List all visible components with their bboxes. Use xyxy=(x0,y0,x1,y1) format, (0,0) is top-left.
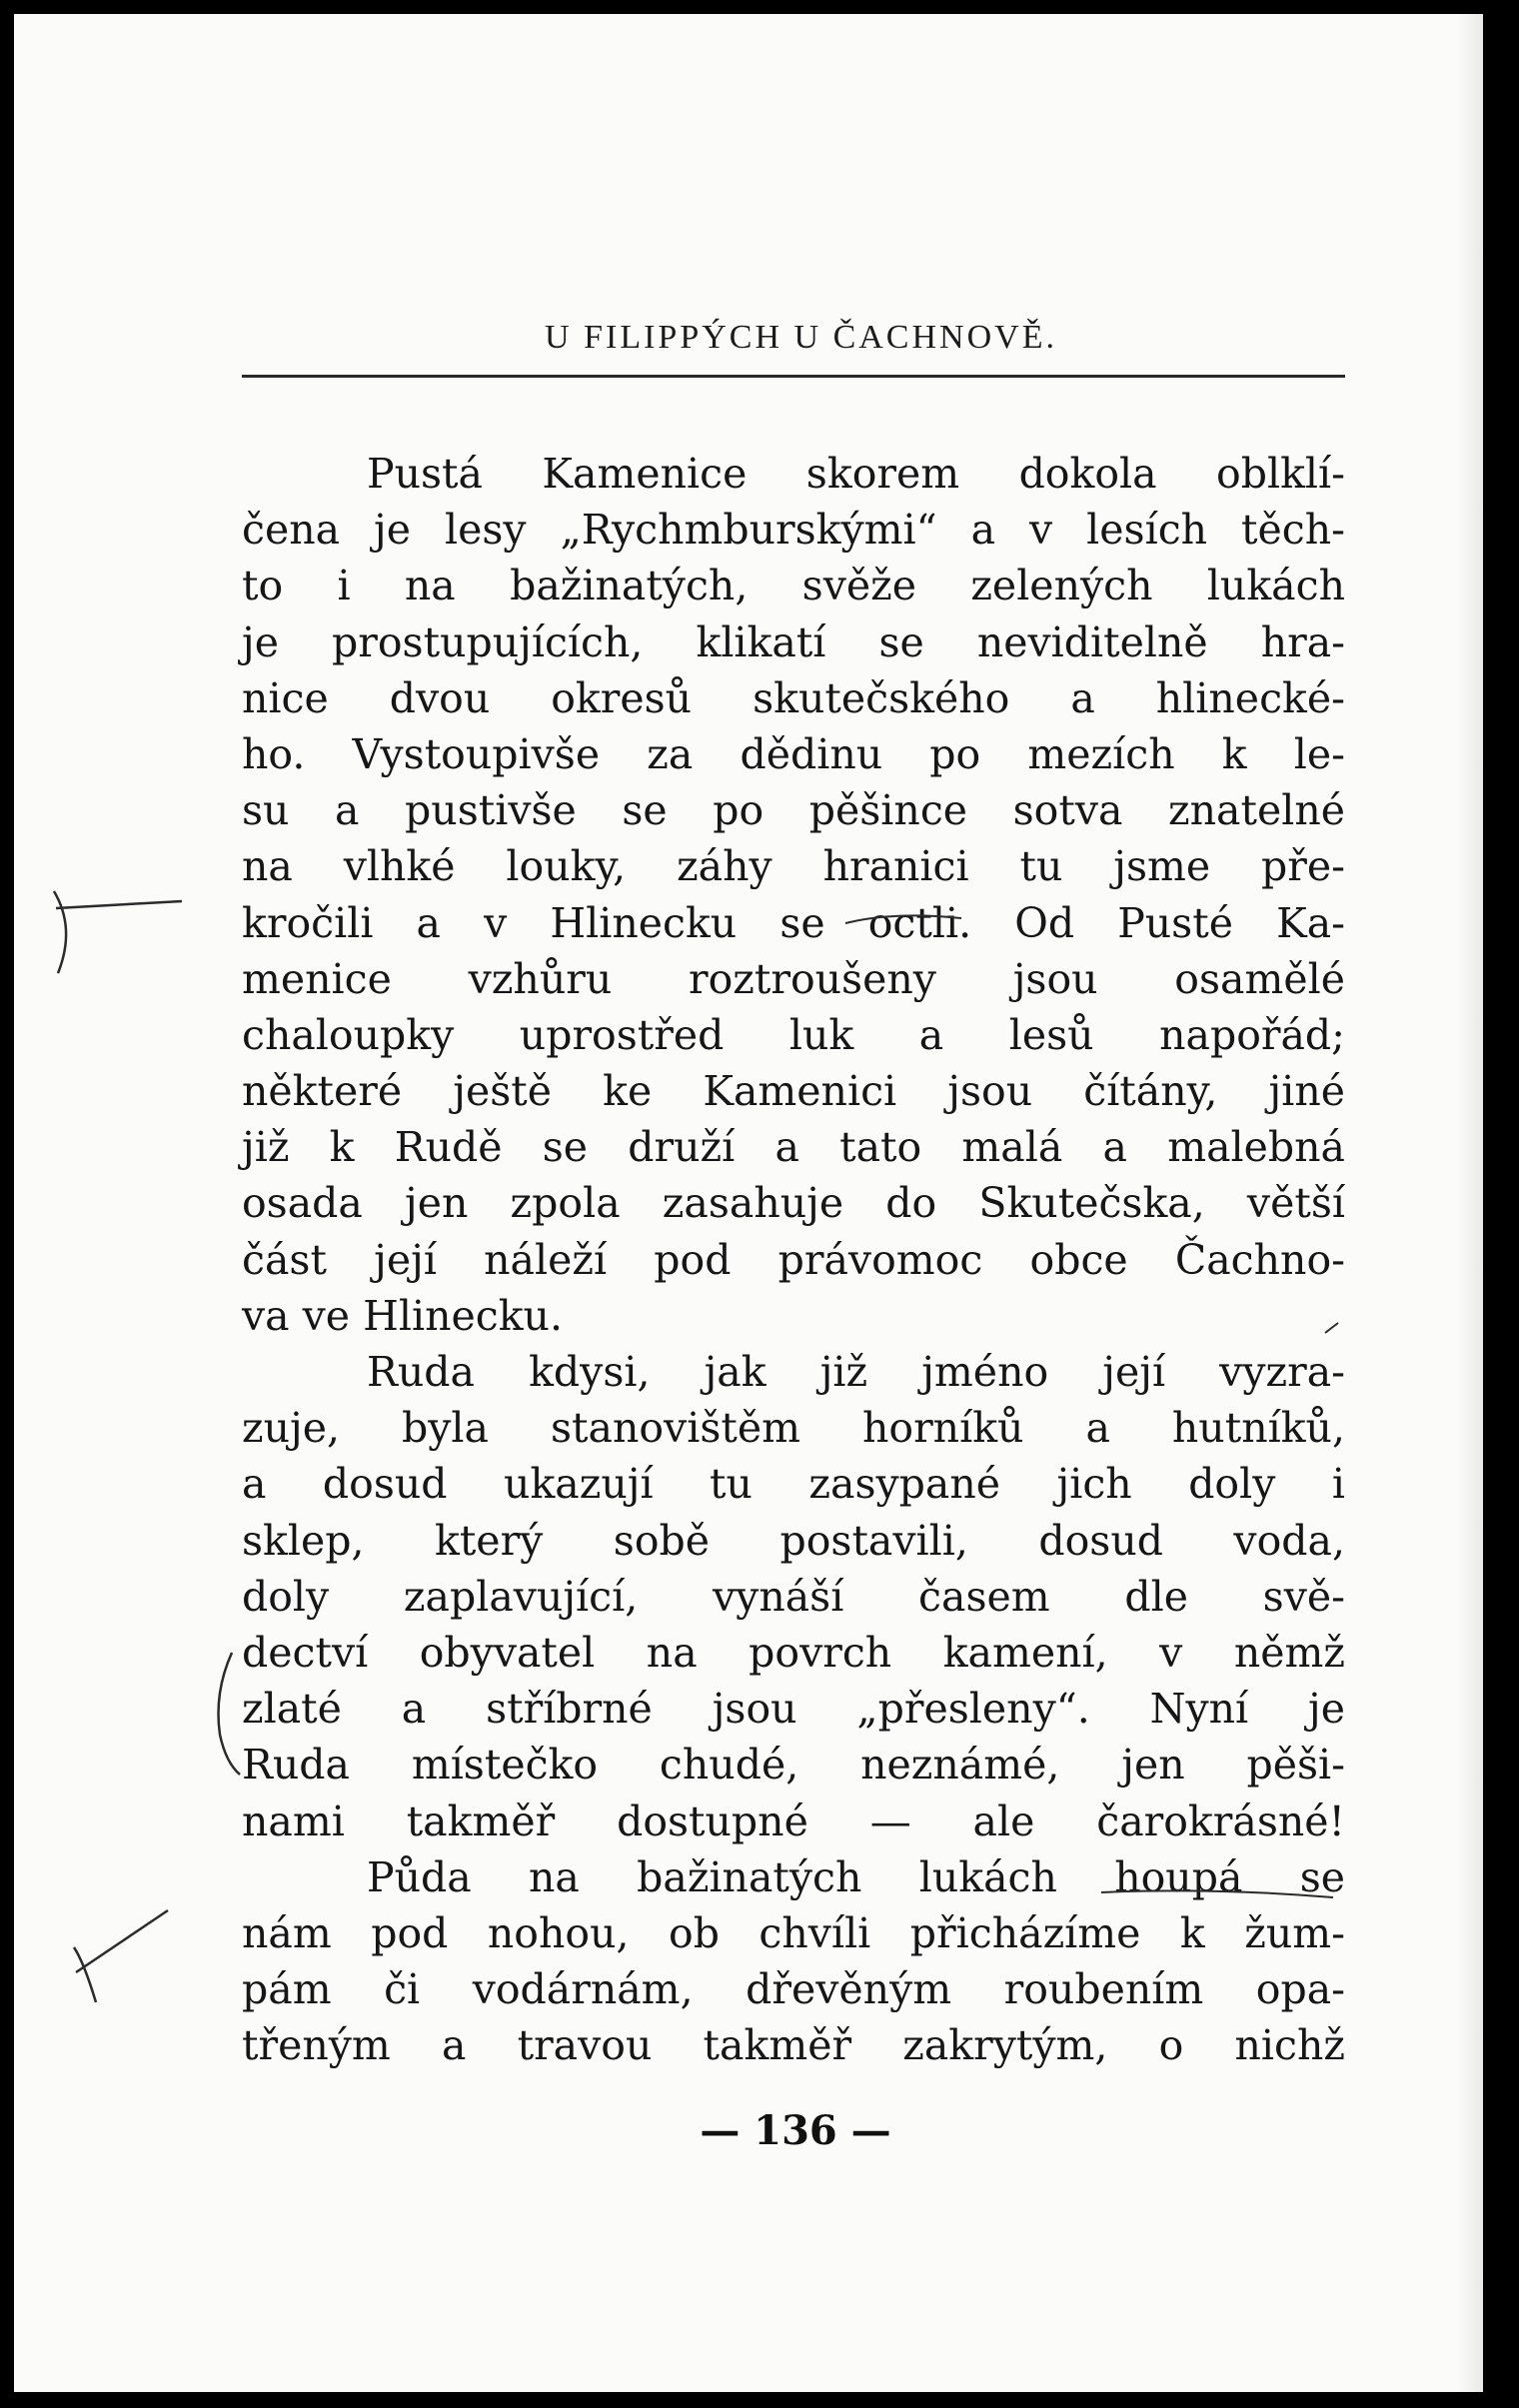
text-line: Ruda místečko chudé, neznámé, jen pěši- xyxy=(242,1741,1345,1790)
text-line: doly zaplavující, vynáší časem dle svě- xyxy=(242,1572,1345,1621)
text-line: nice dvou okresů skutečského a hlinecké- xyxy=(242,673,1345,722)
text-line: je prostupujících, klikatí se neviditelně hra- xyxy=(242,617,1345,666)
text-line: va ve Hlinecku. xyxy=(242,1291,563,1340)
text-line: nám pod nohou, ob chvíli přicházíme k žum- xyxy=(242,1908,1345,1957)
text-line: zlaté a stříbrné jsou „přesleny“. Nyní je xyxy=(242,1685,1345,1734)
pencil-underline-icon xyxy=(845,915,961,923)
text-line: některé ještě ke Kamenici jsou čítány, jiné xyxy=(242,1067,1345,1116)
text-line: zuje, byla stanovištěm horníků a hutníků, xyxy=(242,1404,1345,1453)
text-line: část její náleží pod právomoc obce Čachno- xyxy=(242,1235,1345,1284)
text-line: kročili a v Hlinecku se octli. Od Pusté Ka- xyxy=(242,898,1345,947)
text-line: Pustá Kamenice skorem dokola oblklí- xyxy=(367,450,1345,498)
pencil-mark-icon xyxy=(54,891,66,973)
running-head: U FILIPPÝCH U ČACHNOVĚ. xyxy=(545,319,1057,356)
pencil-annotations xyxy=(14,14,1483,2392)
text-line: na vlhké louky, záhy hranici tu jsme pře- xyxy=(242,842,1345,891)
text-line: chaloupky uprostřed luk a lesů napořád; xyxy=(242,1010,1345,1059)
text-line: třeným a travou takměř zakrytým, o nichž xyxy=(242,2021,1345,2070)
pencil-mark-icon xyxy=(74,1947,96,2002)
page-number: — 136 — xyxy=(700,2107,891,2154)
book-page xyxy=(14,14,1483,2392)
pencil-mark-icon xyxy=(1325,1323,1338,1333)
text-line: su a pustivše se po pěšince sotva znatelné xyxy=(242,786,1345,835)
text-line: již k Rudě se druží a tato malá a malebná xyxy=(242,1123,1345,1172)
pencil-mark-icon xyxy=(56,901,182,908)
text-line: Půda na bažinatých lukách houpá se xyxy=(367,1852,1345,1901)
text-line: nami takměř dostupné — ale čarokrásné! xyxy=(242,1797,1345,1845)
text-line: sklep, který sobě postavili, dosud voda, xyxy=(242,1516,1345,1565)
margin-bracket-icon xyxy=(219,1653,241,1775)
text-line: osada jen zpola zasahuje do Skutečska, větší xyxy=(242,1179,1345,1228)
text-line: čena je lesy „Rychmburskými“ a v lesích těch- xyxy=(242,506,1345,555)
text-line: menice vzhůru roztroušeny jsou osamělé xyxy=(242,954,1345,1003)
text-line: Ruda kdysi, jak již jméno její vyzra- xyxy=(367,1348,1345,1396)
text-line: ho. Vystoupivše za dědinu po mezích k le- xyxy=(242,729,1345,778)
text-line: a dosud ukazují tu zasypané jich doly i xyxy=(242,1460,1345,1509)
text-line: pám či vodárnám, dřevěným roubením opa- xyxy=(242,1965,1345,2014)
text-line: dectví obyvatel na povrch kamení, v němž xyxy=(242,1628,1345,1677)
pencil-underline-icon xyxy=(1101,1890,1333,1897)
text-line: to i na bažinatých, svěže zelených lukách xyxy=(242,562,1345,610)
pencil-mark-icon xyxy=(76,1910,168,1972)
